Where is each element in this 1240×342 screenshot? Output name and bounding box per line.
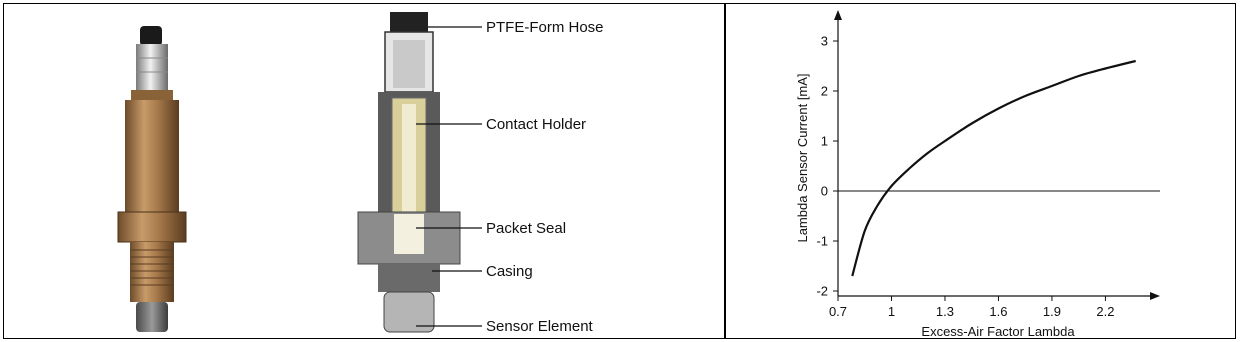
x-tick-label: 1.3 [935, 304, 955, 319]
label-sensor-element: Sensor Element [486, 318, 593, 335]
x-tick-label: 0.7 [828, 304, 848, 319]
y-axis-title: Lambda Sensor Current [mA] [795, 73, 810, 243]
y-tick-label: 2 [820, 83, 828, 99]
lambda-chart [795, 10, 1160, 339]
y-tick-label: 1 [820, 133, 828, 149]
label-casing: Casing [486, 263, 533, 280]
label-packet-seal: Packet Seal [486, 220, 567, 237]
x-axis-title: Excess-Air Factor Lambda [921, 324, 1075, 339]
x-tick-label: 1 [887, 304, 896, 319]
sensor-photo [118, 26, 186, 332]
y-axis-arrow [834, 10, 842, 20]
y-tick-label: 3 [820, 33, 828, 49]
label-ptfe-form-hose: PTFE-Form Hose [486, 19, 604, 36]
sensor-cutaway [358, 12, 460, 332]
y-tick-label: -2 [816, 283, 828, 299]
x-tick-label: 1.6 [989, 304, 1008, 319]
x-tick-label: 2.2 [1096, 304, 1115, 319]
y-tick-label: 0 [820, 183, 828, 199]
series-line [852, 61, 1135, 276]
x-axis-arrow [1150, 292, 1160, 300]
x-tick-label: 1.9 [1042, 304, 1061, 319]
label-contact-holder: Contact Holder [486, 116, 587, 133]
y-tick-label: -1 [816, 233, 828, 249]
